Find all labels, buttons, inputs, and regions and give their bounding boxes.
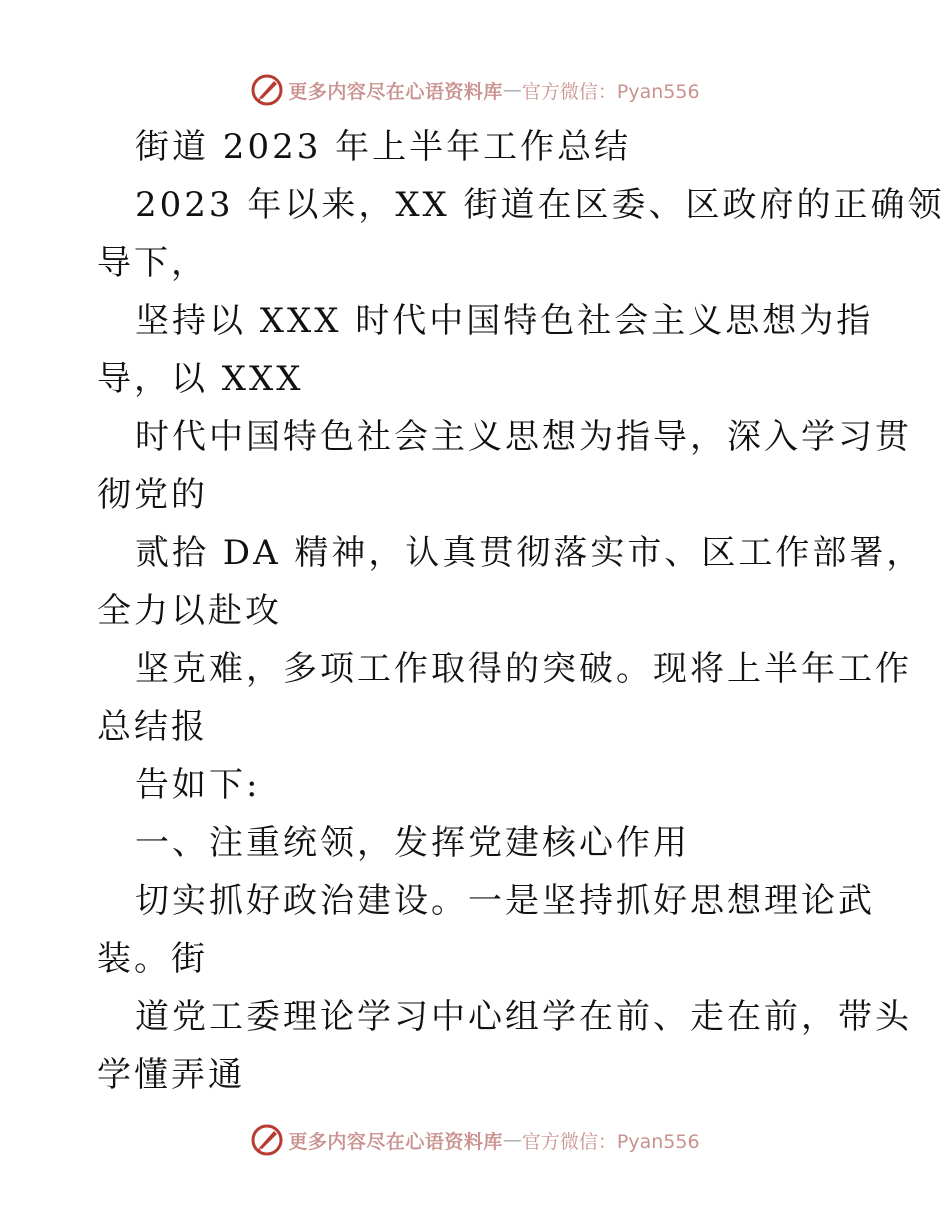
watermark-banner-bottom — [0, 1120, 950, 1160]
document-line: 坚克难，多项工作取得的突破。现将上半年工作 — [135, 649, 912, 689]
document-line: 坚持以 XXX 时代中国特色社会主义思想为指 — [135, 301, 874, 341]
document-line: 彻党的 — [97, 475, 208, 515]
document-line: 道党工委理论学习中心组学在前、走在前，带头 — [135, 997, 912, 1037]
watermark-text: 更多内容尽在心语资料库 — [288, 80, 503, 103]
document-line: 切实抓好政治建设。一是坚持抓好思想理论武 — [135, 881, 875, 921]
watermark-wechat: 官方微信：Pyan556 — [521, 1130, 700, 1153]
watermark-wechat: 官方微信：Pyan556 — [521, 80, 700, 103]
document-line: 告如下: — [135, 765, 261, 805]
document-line: 街道 2023 年上半年工作总结 — [135, 127, 632, 167]
document-line: 一、注重统领，发挥党建核心作用 — [135, 823, 690, 863]
document-body — [97, 118, 945, 1104]
watermark-text: 更多内容尽在心语资料库 — [288, 1130, 503, 1153]
document-line: 时代中国特色社会主义思想为指导，深入学习贯 — [135, 417, 912, 457]
quill-logo-icon — [250, 73, 284, 107]
document-line: 全力以赴攻 — [97, 591, 282, 631]
quill-logo-icon — [250, 1123, 284, 1157]
watermark-banner-top — [0, 70, 950, 110]
watermark-separator: — — [502, 79, 522, 101]
document-line: 总结报 — [97, 707, 208, 747]
document-line: 装。街 — [97, 939, 208, 979]
watermark-separator: — — [502, 1129, 522, 1151]
document-line: 贰拾 DA 精神，认真贯彻落实市、区工作部署， — [135, 533, 924, 573]
document-line: 导下， — [97, 243, 208, 283]
document-line: 2023 年以来，XX 街道在区委、区政府的正确领 — [135, 185, 945, 225]
document-line: 导，以 XXX — [97, 359, 304, 399]
document-line: 学懂弄通 — [97, 1055, 245, 1095]
